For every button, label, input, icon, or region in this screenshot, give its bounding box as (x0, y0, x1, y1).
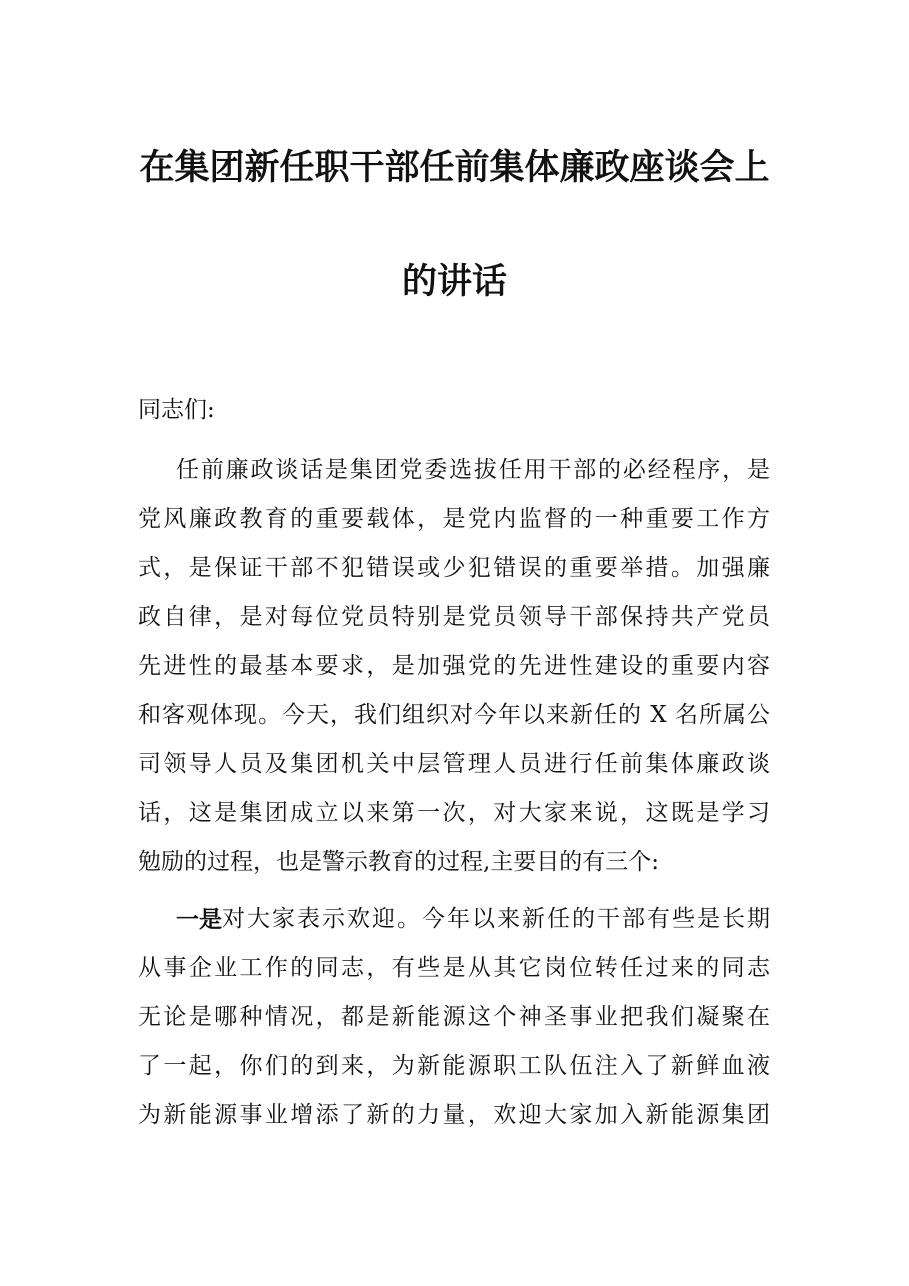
paragraph-1-line: 任前廉政谈话是集团党委选拔任用干部的必经程序，是 (176, 457, 770, 483)
paragraph-2-line: 了一起，你们的到来，为新能源职工队伍注入了新鲜血液 (138, 1053, 770, 1079)
paragraph-1-line: 勉励的过程，也是警示教育的过程,主要目的有三个: (138, 849, 660, 875)
paragraph-2-first-line (176, 895, 770, 944)
paragraph-1-line: 式，是保证干部不犯错误或少犯错误的重要举措。加强廉 (138, 555, 770, 581)
paragraph-2-line: 对大家表示欢迎。今年以来新任的干部有些是长期 (222, 906, 770, 932)
paragraph-2-line: 无论是哪种情况，都是新能源这个神圣事业把我们凝聚在 (138, 1004, 770, 1030)
document-title-line-2: 的讲话 (401, 261, 507, 302)
document-title-line-1: 在集团新任职干部任前集体廉政座谈会上 (139, 147, 770, 188)
paragraph-1-line: 和客观体现。今天，我们组织对今年以来新任的 X 名所属公 (138, 702, 770, 728)
paragraph-2-lead: 一是 (176, 906, 222, 933)
paragraph-2-line: 为新能源事业增添了新的力量，欢迎大家加入新能源集团 (138, 1102, 770, 1128)
paragraph-1-line: 司领导人员及集团机关中层管理人员进行任前集体廉政谈 (138, 751, 770, 777)
paragraph-1-line: 话，这是集团成立以来第一次，对大家来说，这既是学习 (138, 800, 770, 826)
paragraph-2-line: 从事企业工作的同志，有些是从其它岗位转任过来的同志 (138, 955, 770, 981)
paragraph-1-line: 先进性的最基本要求，是加强党的先进性建设的重要内容 (138, 653, 770, 679)
paragraph-1-line: 政自律，是对每位党员特别是党员领导干部保持共产党员 (138, 604, 770, 630)
paragraph-1-line: 党风廉政教育的重要载体，是党内监督的一种重要工作方 (138, 506, 770, 532)
salutation: 同志们: (138, 397, 215, 423)
